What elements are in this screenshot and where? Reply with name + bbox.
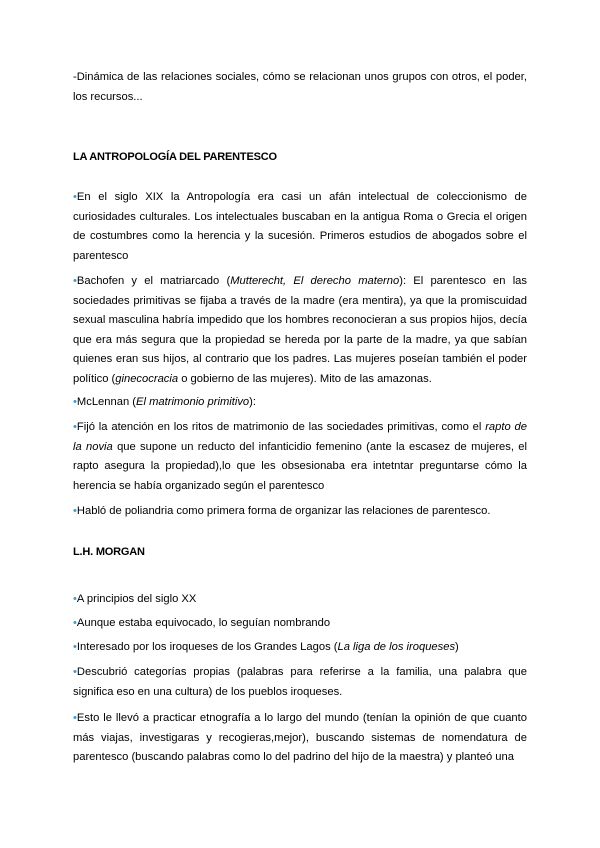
bullet-icon: • [73,666,77,678]
italic-term: ginecocracia [115,372,179,385]
paragraph-text: Fijó la atención en los ritos de matrimonio de las sociedades primitivas, como el [76,421,486,433]
section-heading-antropologia: LA ANTROPOLOGÍA DEL PARENTESCO [73,151,277,163]
bullet-icon: • [73,396,77,408]
bullet-icon: • [73,617,77,629]
paragraph-text: A principios del siglo XX [76,593,197,605]
paragraph-text: ): El parentesco en las sociedades primitivas se fijaba a través de la madre (era mentira), ya que la promiscuidad sexual masculina habría impedido que los hombres reconocieran a sus propios hijos, decía que era más segura que la propiedad se hereda por la parte de la madre, ya que sabían quienes eran sus hijos, al contrario que los padres. Las mujeres poseían también el poder político ( [73,275,528,385]
bullet-icon: • [73,275,77,287]
paragraph-equivocado [73,614,527,634]
bullet-icon: • [73,421,77,433]
paragraph-text: Habló de poliandria como primera forma de organizar las relaciones de parentesco. [76,505,491,517]
paragraph-text: ): [249,396,257,408]
paragraph-mclennan [73,393,527,413]
bullet-icon: • [73,641,77,653]
paragraph-principios [73,590,527,610]
bullet-icon: • [73,712,77,724]
paragraph-ritos-matrimonio [73,418,527,496]
paragraph-categorias [73,663,527,702]
italic-title: El matrimonio primitivo [136,396,250,408]
paragraph-text: o gobierno de las mujeres). Mito de las amazonas. [178,372,432,385]
paragraph-siglo-xix [73,188,527,266]
paragraph-text: Interesado por los iroqueses de los Grandes Lagos ( [76,641,338,653]
paragraph-poliandria [73,502,527,522]
bullet-icon: • [73,191,77,203]
paragraph-bachofen [73,272,527,390]
bullet-icon: • [73,593,77,605]
paragraph-text: En el siglo XIX la Antropología era casi un afán intelectual de coleccionismo de curiosidades culturales. Los intelectuales buscaban en la antigua Roma o Grecia el origen de costumbres como la herencia y la sucesión. Primeros estudios de abogados sobre el parentesco [73,191,527,262]
paragraph-text: Bachofen y el matriarcado ( [76,275,231,287]
paragraph-text: que supone un reducto del infanticidio femenino (ante la escasez de mujeres, el rapto asegura la propiedad),lo que les obsesionaba era intetntar preguntarse cómo la herencia se había organizado según el parentesco [73,440,527,492]
paragraph-text: Descubrió categorías propias (palabras para referirse a la familia, una palabra que significa eso en una cultura) de los pueblos iroqueses. [73,666,527,698]
paragraph-etnografia [73,709,527,768]
paragraph-iroqueses [73,638,527,658]
italic-term: rapto de la novia [73,421,527,453]
italic-title: Mutterecht, El derecho materno [230,275,400,287]
italic-title: La liga de los iroqueses [337,641,456,653]
section-heading-morgan: L.H. MORGAN [73,546,145,558]
intro-paragraph: -Dinámica de las relaciones sociales, cómo se relacionan unos grupos con otros, el poder, los recursos... [73,71,527,103]
paragraph-text: Esto le llevó a practicar etnografía a lo largo del mundo (tenían la opinión de que cuanto más viajas, investigaras y recogieras,mejor), buscando sistemas de nomendatura de parentesco (buscando palabras como lo del padrino del hijo de la maestra) y planteó una [73,712,527,764]
paragraph-text: ) [455,641,459,653]
bullet-icon: • [73,505,77,517]
paragraph-text: McLennan ( [76,396,137,408]
paragraph-text: Aunque estaba equivocado, lo seguían nombrando [76,617,331,629]
